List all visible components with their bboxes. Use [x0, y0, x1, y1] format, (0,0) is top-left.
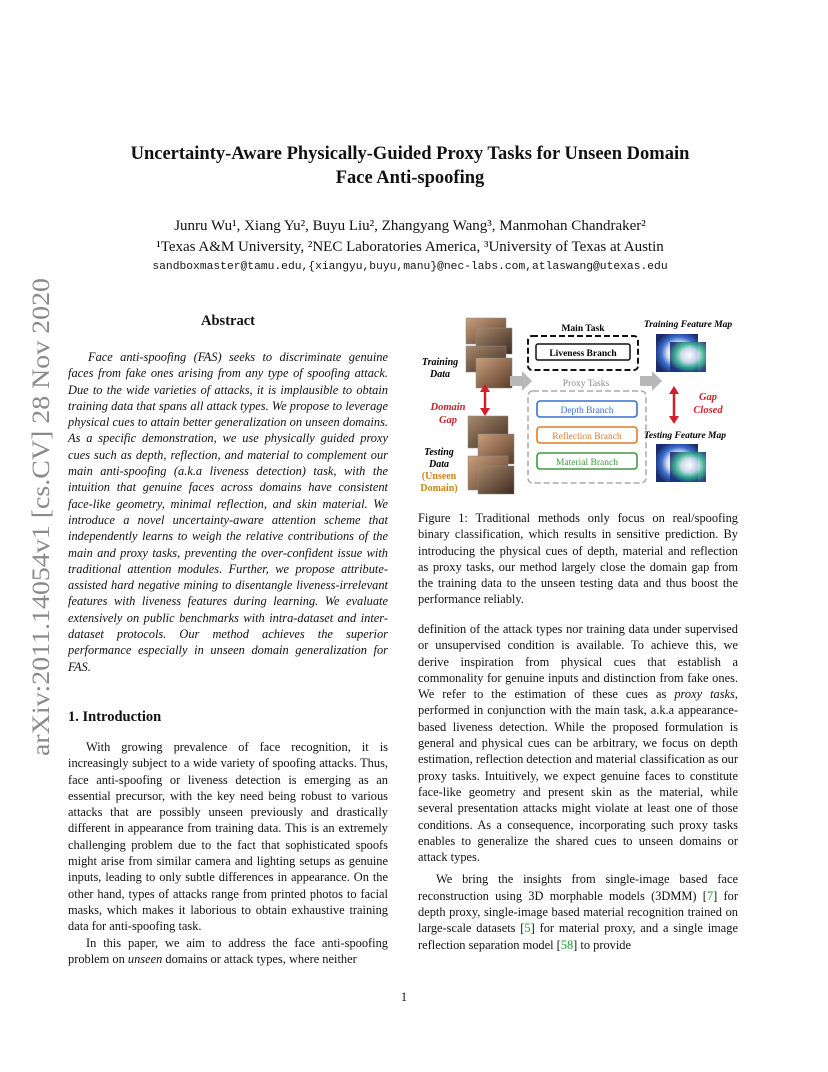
testing-data-label-2: Data	[429, 459, 449, 470]
intro-p2-emphasis: unseen	[127, 951, 163, 966]
testing-face-images	[468, 416, 514, 494]
gap-closed-label-2: Closed	[693, 405, 723, 416]
right-p2-text-d: ] to provide	[573, 937, 631, 952]
right-p1-text: definition of the attack types nor training data under supervised or unsupervised condition is available. To achieve this, we derive inspiration from physical cues that establish a commonality for genuine inputs and distinction from fake ones. We refer to the estimation of these cues as	[418, 622, 738, 702]
gap-closed-label: Gap	[698, 392, 718, 403]
material-branch-label: Material Branch	[556, 458, 618, 468]
intro-p2-text: In this paper, we aim to address the face anti-spoofing problem on	[68, 935, 388, 966]
unseen-domain-label-2: Domain)	[420, 483, 458, 494]
page-number: 1	[400, 990, 408, 1004]
author-block	[60, 216, 760, 258]
right-p1-emphasis: proxy tasks	[674, 687, 735, 702]
title-line-2: Face Anti-spoofing	[335, 168, 485, 188]
proxy-tasks-label: Proxy Tasks	[562, 379, 610, 389]
citation-link[interactable]: 5	[524, 921, 531, 936]
intro-heading: 1. Introduction	[68, 709, 162, 725]
abstract-heading: Abstract	[201, 313, 255, 329]
training-feature-map-image	[656, 334, 706, 372]
intro-paragraph-2	[68, 935, 388, 968]
training-data-label: Training	[421, 357, 459, 368]
main-task-label: Main Task	[561, 324, 605, 334]
reflection-branch-label: Reflection Branch	[552, 432, 622, 442]
abstract-text: Face anti-spoofing (FAS) seeks to discriminate genuine faces from fake ones arising from any type of spoofing attack. Due to the wide varieties of attacks, it is implausible to obtain training data that spans all attack types. We propose to leverage physical cues to attain better generalization on unseen domains. As a specific demonstration, we use physically guided proxy cues such as depth, reflection, and material to complement our main anti-spoofing (a.k.a liveness detection) task, with the intuition that genuine faces across domains have consistent face-like geometry, minimal reflection, and skin material. We introduce a novel uncertainty-aware attention scheme that independently learns to weigh the relative contributions of the main and proxy tasks, preventing the over-confident issue with traditional attention modules. Further, we propose attribute-assisted hard negative mining to disentangle liveness-irrelevant features with liveness features during learning. We evaluate extensively on public benchmarks with intra-dataset and inter-dataset protocols. Our method achieves the superior performance especially in unseen domain generalization for FAS.	[68, 350, 388, 674]
training-data-label-2: Data	[430, 369, 450, 380]
intro-paragraph-1: With growing prevalence of face recognition, it is increasingly subject to a wide variety of spoofing attacks. Thus, face anti-spoofing or liveness detection is emerging as an essential precursor, with the key need being robust to various attacks that are possibly unseen previously and drastically different in appearance from training data. This is an extremely challenging problem due to the fact that sophisticated spoofs might arise from similar camera and lighting setups as genuine inputs, leading to only subtle differences in appearance. On the other hand, types of attacks range from printed photos to facial masks, which makes it laborious to obtain exhaustive training data for anti-spoofing task.	[68, 740, 388, 934]
flow-arrow-left	[510, 371, 532, 391]
right-column-body	[418, 621, 738, 953]
affiliations: ¹Texas A&M University, ²NEC Laboratories America, ³University of Texas at Austin	[156, 239, 664, 255]
right-p2-text-b: ] for depth proxy, single-image based material recognition trained on large-scale datasets [	[418, 888, 739, 936]
arxiv-stamp	[20, 278, 60, 756]
gap-closed-arrow	[669, 386, 679, 424]
title-line-1: Uncertainty-Aware Physically-Guided Proxy Tasks for Unseen Domain	[130, 144, 690, 164]
liveness-branch-label: Liveness Branch	[549, 349, 617, 359]
figure-1	[418, 316, 738, 502]
intro-p2-text-end: domains or attack types, where neither	[162, 951, 357, 966]
domain-gap-arrow	[480, 384, 490, 416]
right-p1-text-end: , performed in conjunction with the main task, a.k.a appearance-based liveness detection. While the proposed formulation is general and physical cues can be arbitrary, we focus on depth estimation, reflection detection and material classification as our proxy tasks. Intuitively, we expect genuine faces to constitute face-like geometry and present skin as the material, while several presentation attacks might violate at least one of those conditions. As a consequence, incorporating such proxy tasks enables to generalize the shared cues to unseen domains or attack types.	[418, 687, 738, 865]
flow-arrow-right	[640, 371, 662, 391]
testing-feature-map-label: Testing Feature Map	[644, 431, 726, 441]
citation-link[interactable]: 7	[706, 888, 714, 903]
citation-link[interactable]: 58	[560, 937, 574, 952]
training-feature-map-label: Training Feature Map	[643, 320, 733, 330]
figure-1-caption: Figure 1: Traditional methods only focus on real/spoofing binary classification, which results in sensitive prediction. By introducing the physical cues of depth, material and reflection as proxy tasks, our method largely close the domain gap from the training data to the unseen testing data and thus boost the performance reliably.	[418, 511, 738, 607]
author-emails: sandboxmaster@tamu.edu,{xiangyu,buyu,manu}@nec-labs.com,atlaswang@utexas.edu	[152, 261, 668, 273]
testing-data-label: Testing	[424, 447, 454, 458]
right-p2-text-c: ] for material proxy, and a single image reflection separation model [	[418, 921, 738, 952]
right-paragraph-1	[418, 621, 738, 865]
right-paragraph-2	[418, 871, 738, 952]
author-names: Junru Wu¹, Xiang Yu², Buyu Liu², Zhangyang Wang³, Manmohan Chandraker²	[174, 218, 646, 234]
training-face-images	[466, 318, 512, 388]
depth-branch-label: Depth Branch	[560, 406, 614, 416]
testing-feature-map-image	[656, 444, 706, 482]
right-p2-text-a: We bring the insights from single-image based face reconstruction using 3D morphable models (3DMM) [	[418, 872, 738, 903]
intro-body	[68, 739, 388, 967]
paper-title	[60, 142, 760, 190]
unseen-domain-label: (Unseen	[421, 471, 457, 482]
arxiv-stamp-text: arXiv:2011.14054v1 [cs.CV] 28 Nov 2020	[26, 319, 55, 756]
domain-gap-label-2: Gap	[438, 415, 458, 426]
domain-gap-label: Domain	[430, 402, 466, 413]
